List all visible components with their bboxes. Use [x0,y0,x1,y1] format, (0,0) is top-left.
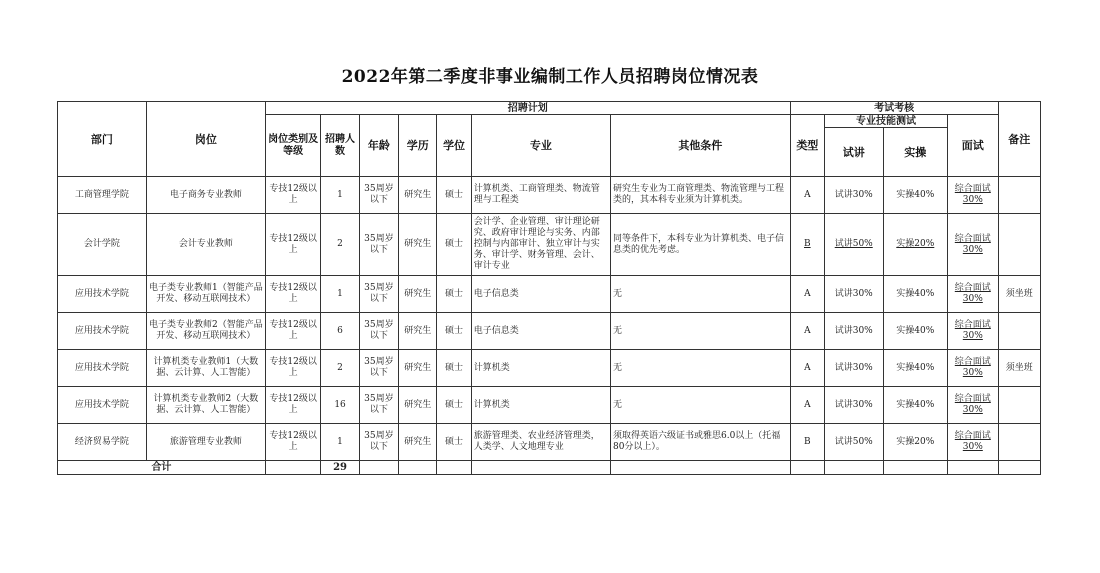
table-row [58,387,1041,424]
cell-major: 电子信息类 [471,276,610,313]
cell-post: 旅游管理专业教师 [146,424,265,461]
cell-practice: 实操40% [883,387,948,424]
header-lecture: 试讲 [824,128,883,177]
header-dept: 部门 [58,102,147,177]
cell-lecture: 试讲30% [824,177,883,214]
cell-lecture: 试讲30% [824,350,883,387]
cell-post: 计算机类专业教师1（大数据、云计算、人工智能） [146,350,265,387]
cell-category: 专技12级以上 [265,276,321,313]
cell-other: 须取得英语六级证书或雅思6.0以上（托福80分以上）。 [610,424,790,461]
cell-interview: 综合面试30% [948,424,998,461]
header-plan-group: 招聘计划 [265,102,790,115]
cell-lecture: 试讲30% [824,387,883,424]
recruitment-table [57,101,1041,475]
cell-major: 电子信息类 [471,313,610,350]
cell-remark: 须坐班 [998,350,1040,387]
page-title: 2022年第二季度非事业编制工作人员招聘岗位情况表 [341,67,759,87]
cell-age: 35周岁以下 [359,214,398,276]
cell-dept: 应用技术学院 [58,313,147,350]
cell-type: B [790,214,824,276]
cell-lecture: 试讲50% [824,214,883,276]
cell-education: 研究生 [399,177,437,214]
cell-dept: 应用技术学院 [58,387,147,424]
header-practice: 实操 [883,128,948,177]
table-row [58,214,1041,276]
cell-other: 无 [610,387,790,424]
cell-remark [998,387,1040,424]
cell-education: 研究生 [399,313,437,350]
cell-major: 计算机类、工商管理类、物流管理与工程类 [471,177,610,214]
cell-type: A [790,350,824,387]
table-row [58,424,1041,461]
cell-category: 专技12级以上 [265,424,321,461]
cell-dept: 应用技术学院 [58,350,147,387]
cell-practice: 实操40% [883,313,948,350]
total-empty-cell [471,461,610,475]
cell-dept: 经济贸易学院 [58,424,147,461]
cell-other: 同等条件下，本科专业为计算机类、电子信息类的优先考虑。 [610,214,790,276]
header-degree: 学位 [437,115,471,177]
total-empty-cell [610,461,790,475]
cell-other: 研究生专业为工商管理类、物流管理与工程类的，其本科专业须为计算机类。 [610,177,790,214]
cell-education: 研究生 [399,350,437,387]
total-empty-cell [359,461,398,475]
cell-count: 2 [321,350,359,387]
cell-practice: 实操40% [883,350,948,387]
cell-count: 1 [321,177,359,214]
cell-other: 无 [610,350,790,387]
header-post: 岗位 [146,102,265,177]
cell-interview: 综合面试30% [948,276,998,313]
total-count: 29 [321,461,359,475]
cell-type: A [790,276,824,313]
cell-post: 电子类专业教师1（智能产品开发、移动互联网技术） [146,276,265,313]
cell-lecture: 试讲30% [824,276,883,313]
cell-interview: 综合面试30% [948,177,998,214]
cell-age: 35周岁以下 [359,350,398,387]
header-remark: 备注 [998,102,1040,177]
total-row [58,461,1041,475]
cell-dept: 应用技术学院 [58,276,147,313]
header-education: 学历 [399,115,437,177]
total-empty-cell [883,461,948,475]
cell-remark [998,177,1040,214]
total-empty-cell [399,461,437,475]
cell-post: 计算机类专业教师2（大数据、云计算、人工智能） [146,387,265,424]
cell-degree: 硕士 [437,177,471,214]
table-row [58,350,1041,387]
total-empty-cell [437,461,471,475]
total-label: 合计 [58,461,266,475]
cell-type: B [790,424,824,461]
cell-count: 2 [321,214,359,276]
cell-count: 1 [321,276,359,313]
total-empty-cell [948,461,998,475]
cell-education: 研究生 [399,214,437,276]
total-empty-cell [265,461,321,475]
cell-age: 35周岁以下 [359,424,398,461]
cell-age: 35周岁以下 [359,177,398,214]
total-empty-cell [824,461,883,475]
cell-interview: 综合面试30% [948,214,998,276]
cell-category: 专技12级以上 [265,214,321,276]
cell-degree: 硕士 [437,350,471,387]
header-age: 年龄 [359,115,398,177]
cell-other: 无 [610,313,790,350]
cell-practice: 实操40% [883,276,948,313]
cell-practice: 实操20% [883,214,948,276]
cell-remark [998,424,1040,461]
cell-type: A [790,313,824,350]
cell-category: 专技12级以上 [265,177,321,214]
cell-count: 1 [321,424,359,461]
cell-other: 无 [610,276,790,313]
cell-degree: 硕士 [437,313,471,350]
cell-remark [998,313,1040,350]
total-empty-cell [790,461,824,475]
header-skill-group: 专业技能测试 [824,115,947,128]
cell-dept: 会计学院 [58,214,147,276]
cell-count: 6 [321,313,359,350]
cell-lecture: 试讲30% [824,313,883,350]
cell-degree: 硕士 [437,424,471,461]
cell-post: 电子类专业教师2（智能产品开发、移动互联网技术） [146,313,265,350]
header-exam-group: 考试考核 [790,102,998,115]
cell-interview: 综合面试30% [948,313,998,350]
cell-category: 专技12级以上 [265,387,321,424]
cell-interview: 综合面试30% [948,350,998,387]
header-type: 类型 [790,115,824,177]
cell-major: 旅游管理类、农业经济管理类，人类学、人文地理专业 [471,424,610,461]
cell-degree: 硕士 [437,276,471,313]
cell-practice: 实操40% [883,177,948,214]
cell-degree: 硕士 [437,387,471,424]
cell-major: 计算机类 [471,387,610,424]
total-empty-cell [998,461,1040,475]
cell-remark [998,214,1040,276]
cell-lecture: 试讲50% [824,424,883,461]
cell-type: A [790,387,824,424]
table-row [58,313,1041,350]
cell-post: 会计专业教师 [146,214,265,276]
cell-education: 研究生 [399,424,437,461]
table-row [58,177,1041,214]
table-row [58,276,1041,313]
cell-major: 计算机类 [471,350,610,387]
cell-degree: 硕士 [437,214,471,276]
header-category: 岗位类别及等级 [265,115,321,177]
header-count: 招聘人数 [321,115,359,177]
cell-category: 专技12级以上 [265,350,321,387]
cell-post: 电子商务专业教师 [146,177,265,214]
cell-age: 35周岁以下 [359,387,398,424]
cell-age: 35周岁以下 [359,313,398,350]
header-interview: 面试 [948,115,998,177]
cell-count: 16 [321,387,359,424]
cell-education: 研究生 [399,387,437,424]
cell-major: 会计学、企业管理、审计理论研究、政府审计理论与实务、内部控制与内部审计、独立审计与实务、审计学、财务管理、会计、审计专业 [471,214,610,276]
cell-education: 研究生 [399,276,437,313]
cell-interview: 综合面试30% [948,387,998,424]
cell-practice: 实操20% [883,424,948,461]
cell-category: 专技12级以上 [265,313,321,350]
cell-remark: 须坐班 [998,276,1040,313]
header-major: 专业 [471,115,610,177]
header-other: 其他条件 [610,115,790,177]
cell-type: A [790,177,824,214]
cell-age: 35周岁以下 [359,276,398,313]
cell-dept: 工商管理学院 [58,177,147,214]
